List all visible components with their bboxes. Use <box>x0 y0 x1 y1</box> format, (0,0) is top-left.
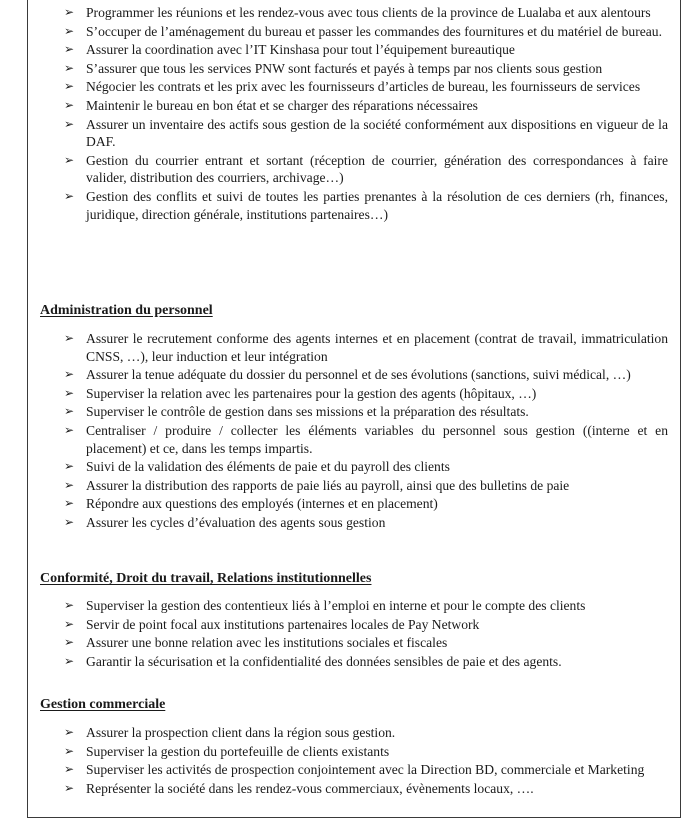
arrow-bullet-icon: ➢ <box>64 188 75 203</box>
arrow-bullet-icon: ➢ <box>64 404 75 419</box>
arrow-bullet-icon: ➢ <box>64 459 75 474</box>
bullet-list-conformite <box>28 597 680 670</box>
list-item: ➢ Superviser la gestion des contentieux liés à l’emploi en interne et pour le compte des clients <box>64 598 586 613</box>
list-item: ➢ S’assurer que tous les services PNW sont facturés et payés à temps par nos clients sous gestion <box>64 60 603 76</box>
arrow-bullet-icon: ➢ <box>64 598 75 612</box>
bullet-list-top <box>28 4 680 223</box>
section-heading-commerciale: Gestion commerciale <box>40 697 166 712</box>
arrow-bullet-icon: ➢ <box>64 331 75 345</box>
bullet-list-commerciale <box>28 724 680 797</box>
arrow-bullet-icon: ➢ <box>64 743 75 758</box>
list-item: ➢ Centraliser / produire / collecter les éléments variables du personnel sous gestion ((interne et en placement) et ce, dans les temps impartis. <box>64 422 668 456</box>
list-item: ➢ Assurer la distribution des rapports de paie liés au payroll, ainsi que des bulletins de paie <box>64 477 570 493</box>
arrow-bullet-icon: ➢ <box>64 422 75 437</box>
document-page <box>27 0 681 818</box>
arrow-bullet-icon: ➢ <box>64 780 75 795</box>
list-item: ➢ Assurer la prospection client dans la région sous gestion. <box>64 725 396 740</box>
list-item: ➢ Superviser la gestion du portefeuille de clients existants <box>64 743 390 759</box>
arrow-bullet-icon: ➢ <box>64 152 75 167</box>
bullet-list-personnel <box>28 330 680 532</box>
list-item: ➢ Suivi de la validation des éléments de paie et du payroll des clients <box>64 459 450 475</box>
list-item: ➢ Superviser le contrôle de gestion dans ses missions et la préparation des résultats. <box>64 404 529 420</box>
list-item: ➢ Programmer les réunions et les rendez-vous avec tous clients de la province de Lualaba et aux alentours <box>64 5 651 20</box>
arrow-bullet-icon: ➢ <box>64 514 75 529</box>
arrow-bullet-icon: ➢ <box>64 79 75 94</box>
section-heading-personnel: Administration du personnel <box>40 303 213 318</box>
list-item: ➢ Maintenir le bureau en bon état et se charger des réparations nécessaires <box>64 97 478 113</box>
list-item: ➢ Gestion du courrier entrant et sortant (réception de courrier, génération des correspondances à faire valider, distribution des courriers, archivage…) <box>64 152 668 186</box>
arrow-bullet-icon: ➢ <box>64 5 75 19</box>
list-item: ➢ Assurer les cycles d’évaluation des agents sous gestion <box>64 514 386 530</box>
list-item: ➢ Garantir la sécurisation et la confidentialité des données sensibles de paie et des agents. <box>64 653 562 669</box>
list-item: ➢ Servir de point focal aux institutions partenaires locales de Pay Network <box>64 616 480 632</box>
arrow-bullet-icon: ➢ <box>64 23 75 38</box>
list-item: ➢ Négocier les contrats et les prix avec les fournisseurs d’articles de bureau, les fournisseurs de services <box>64 79 641 95</box>
arrow-bullet-icon: ➢ <box>64 60 75 75</box>
list-item: ➢ Assurer un inventaire des actifs sous gestion de la société conformément aux dispositions en vigueur de la DAF. <box>64 116 668 150</box>
arrow-bullet-icon: ➢ <box>64 116 75 131</box>
arrow-bullet-icon: ➢ <box>64 385 75 400</box>
list-item: ➢ Assurer la coordination avec l’IT Kinshasa pour tout l’équipement bureautique <box>64 42 515 58</box>
list-item: ➢ Assurer la tenue adéquate du dossier du personnel et de ses évolutions (sanctions, suivi médical, …) <box>64 367 631 383</box>
list-item: ➢ Superviser les activités de prospection conjointement avec la Direction BD, commerciale et Marketing <box>64 762 645 778</box>
list-item: ➢ Superviser la relation avec les partenaires pour la gestion des agents (hôpitaux, …) <box>64 385 537 401</box>
arrow-bullet-icon: ➢ <box>64 653 75 668</box>
arrow-bullet-icon: ➢ <box>64 42 75 57</box>
arrow-bullet-icon: ➢ <box>64 616 75 631</box>
list-item: ➢ Assurer une bonne relation avec les institutions sociales et fiscales <box>64 635 448 651</box>
list-item: ➢ Gestion des conflits et suivi de toutes les parties prenantes à la résolution de ces derniers (rh, finances, juridique, direction générale, institutions partenaires…) <box>64 188 668 222</box>
arrow-bullet-icon: ➢ <box>64 725 75 739</box>
list-item: ➢ Assurer le recrutement conforme des agents internes et en placement (contrat de travail, immatriculation CNSS, …), leur induction et leur intégration <box>64 331 668 364</box>
arrow-bullet-icon: ➢ <box>64 97 75 112</box>
section-heading-conformite: Conformité, Droit du travail, Relations institutionnelles <box>40 571 372 586</box>
list-item: ➢ Répondre aux questions des employés (internes et en placement) <box>64 496 438 512</box>
arrow-bullet-icon: ➢ <box>64 635 75 650</box>
arrow-bullet-icon: ➢ <box>64 496 75 511</box>
list-item: ➢ S’occuper de l’aménagement du bureau et passer les commandes des fournitures et du matériel de bureau. <box>64 23 663 39</box>
arrow-bullet-icon: ➢ <box>64 367 75 382</box>
arrow-bullet-icon: ➢ <box>64 762 75 777</box>
arrow-bullet-icon: ➢ <box>64 477 75 492</box>
list-item: ➢ Représenter la société dans les rendez-vous commerciaux, évènements locaux, …. <box>64 780 534 796</box>
